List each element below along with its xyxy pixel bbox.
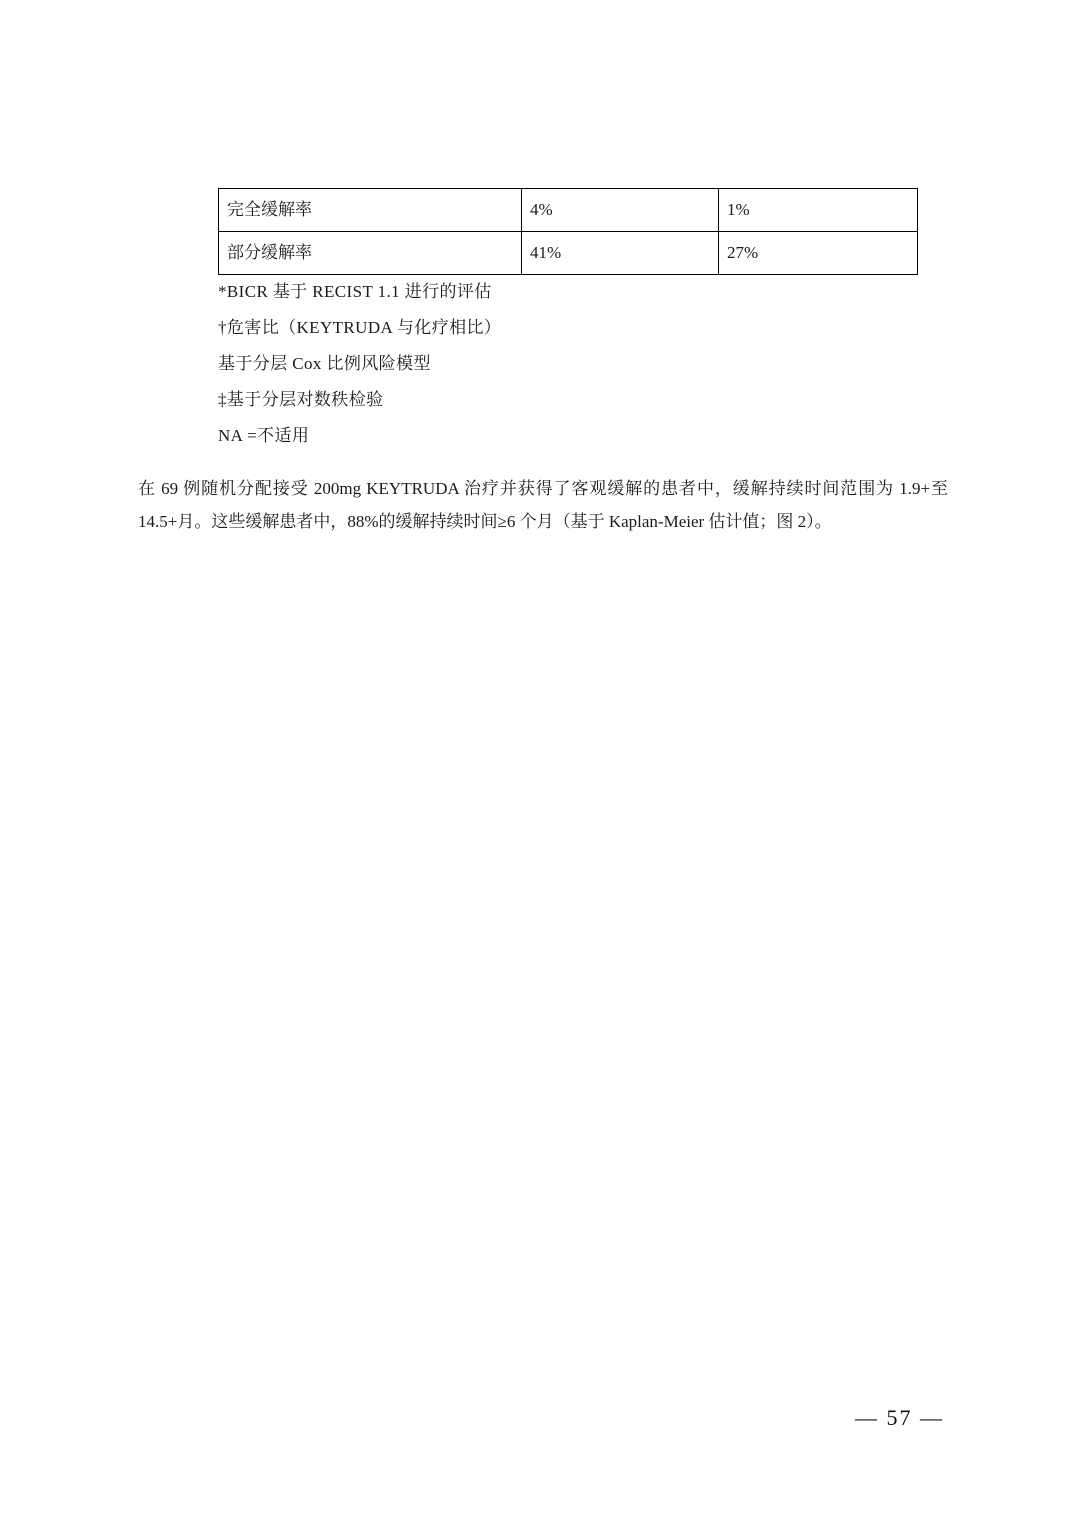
- footnote-item: *BICR 基于 RECIST 1.1 进行的评估: [218, 282, 492, 301]
- table-cell-value: 41%: [522, 232, 719, 275]
- body-paragraph: 在 69 例随机分配接受 200mg KEYTRUDA 治疗并获得了客观缓解的患者中，缓解持续时间范围为 1.9+至 14.5+月。这些缓解患者中，88%的缓解持续时间≥6 个月（基于 Kaplan-Meier 估计值；图 2）。: [138, 479, 948, 531]
- table-cell-value: 1%: [719, 189, 918, 232]
- table-row: [219, 189, 918, 232]
- table-cell-value: 27%: [719, 232, 918, 275]
- footnote-item: NA =不适用: [218, 426, 310, 445]
- footnote-item: ‡基于分层对数秩检验: [218, 390, 384, 409]
- page-number: — 57 —: [855, 1405, 944, 1430]
- footnote-item: 基于分层 Cox 比例风险模型: [218, 354, 431, 373]
- table-cell-value: 4%: [522, 189, 719, 232]
- table-row: [219, 232, 918, 275]
- results-table: [218, 188, 866, 275]
- footnote-item: †危害比（KEYTRUDA 与化疗相比）: [218, 318, 502, 337]
- footnote-list: [218, 274, 918, 454]
- table-cell-label: 部分缓解率: [219, 232, 522, 275]
- table-cell-label: 完全缓解率: [219, 189, 522, 232]
